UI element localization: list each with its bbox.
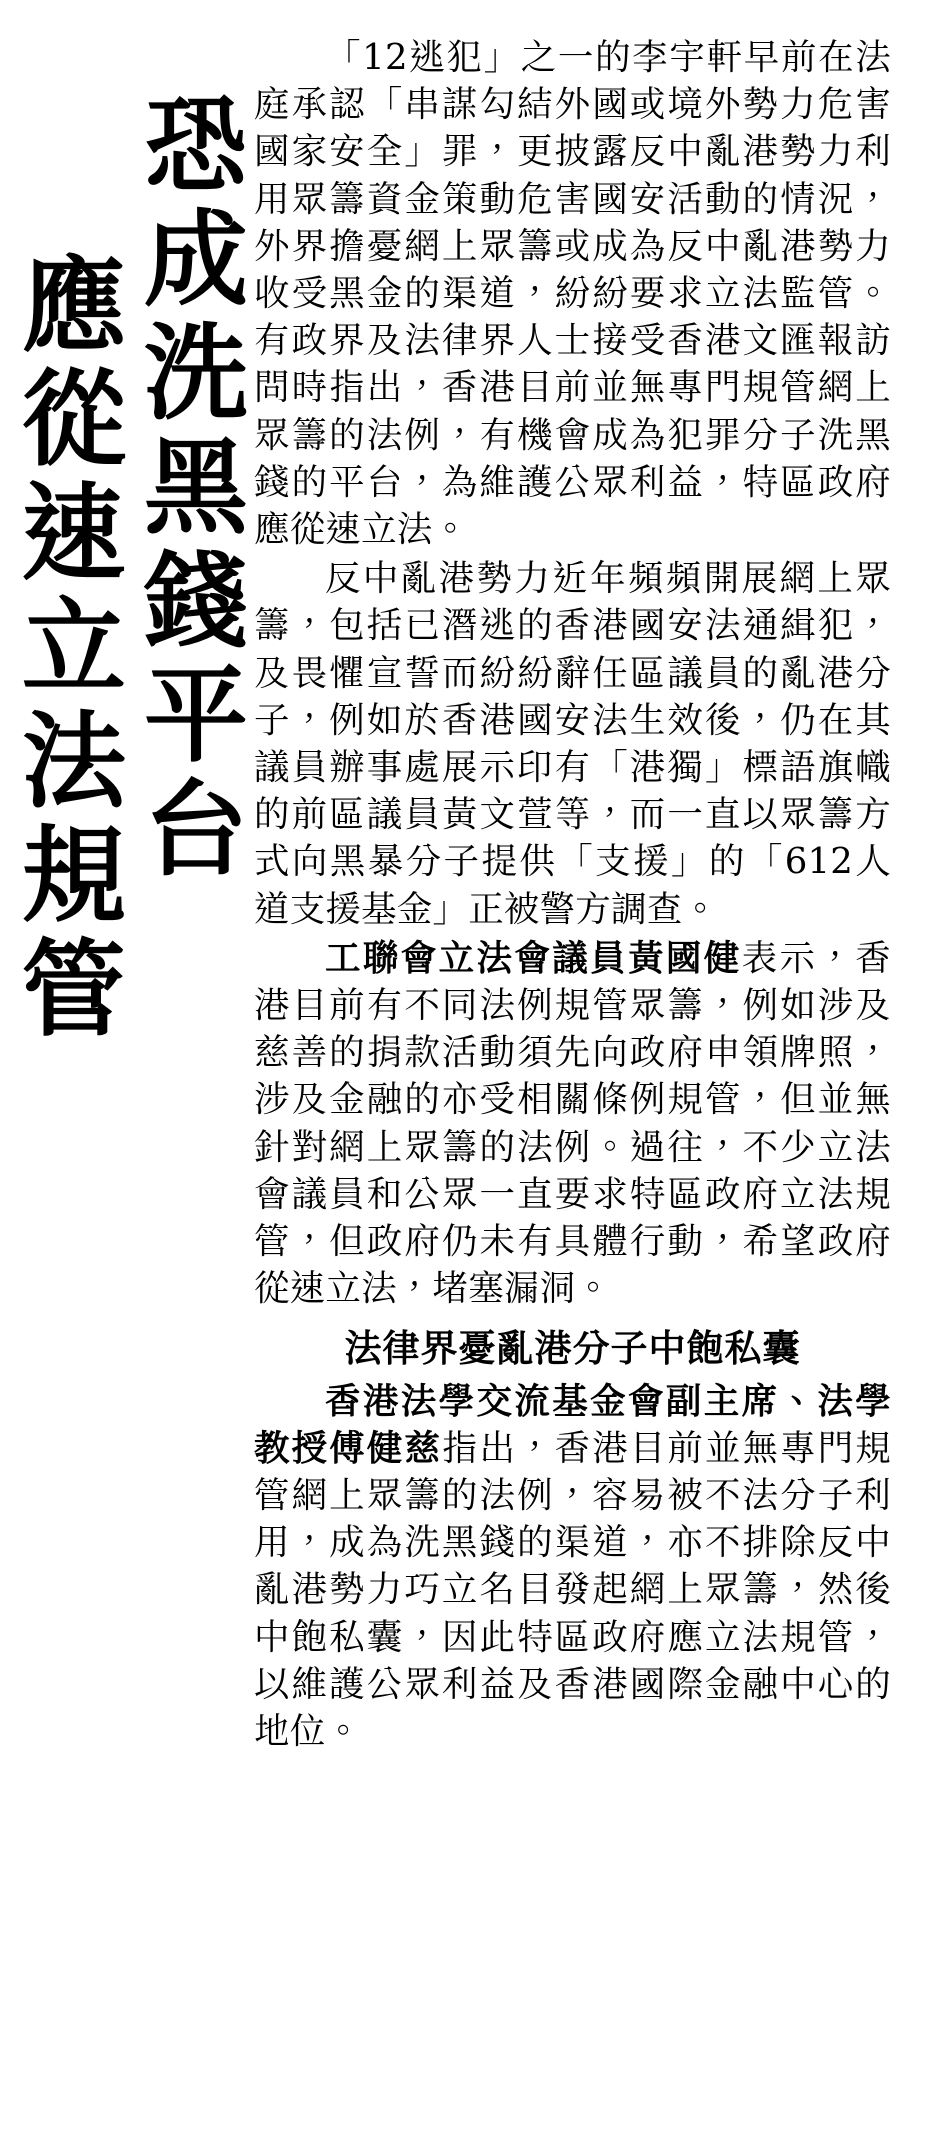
paragraph-4-lead: 香港法學交流基金會副主席、法學教授傅健慈 <box>254 1380 891 1469</box>
paragraph-2-text: 反中亂港勢力近年頻頻開展網上眾籌，包括已潛逃的香港國安法通緝犯，及畏懼宣誓而紛紛辭任區議員的亂港分子，例如於香港國安法生效後，仍在其議員辦事處展示印有「港獨」標語旗幟的前區議員黃文萱等，而一直以眾籌方式向黑暴分子提供「支援」的「612人道支援基金」正被警方調查。 <box>254 558 891 930</box>
article-paragraph-3 <box>254 935 891 1313</box>
article-paragraph-1 <box>254 34 891 553</box>
headline-line-2: 應從速立法規管 <box>3 250 126 1048</box>
paragraph-1-text: 「12逃犯」之一的李宇軒早前在法庭承認「串謀勾結外國或境外勢力危害國家安全」罪，更披露反中亂港勢力利用眾籌資金策動危害國安活動的情況，外界擔憂網上眾籌或成為反中亂港勢力收受黑金的渠道，紛紛要求立法監管。有政界及法律界人士接受香港文匯報訪問時指出，香港目前並無專門規管網上眾籌的法例，有機會成為犯罪分子洗黑錢的平台，為維護公眾利益，特區政府應從速立法。 <box>254 37 891 551</box>
headline-column <box>3 34 248 1994</box>
paragraph-3-text: 表示，香港目前有不同法例規管眾籌，例如涉及慈善的捐款活動須先向政府申領牌照，涉及金融的亦受相關條例規管，但並無針對網上眾籌的法例。過往，不少立法會議員和公眾一直要求特區政府立法規管，但政府仍未有具體行動，希望政府從速立法，堵塞漏洞。 <box>254 937 891 1310</box>
article-paragraph-2 <box>254 555 891 933</box>
article-body-column <box>240 34 895 1755</box>
article-subheading: 法律界憂亂港分子中飽私囊 <box>344 1327 801 1371</box>
headline-line-1: 恐成洗黑錢平台 <box>126 90 248 888</box>
paragraph-3-lead: 工聯會立法會議員黃國健 <box>325 937 742 979</box>
paragraph-4-text: 指出，香港目前並無專門規管網上眾籌的法例，容易被不法分子利用，成為洗黑錢的渠道，亦不排除反中亂港勢力巧立名目發起網上眾籌，然後中飽私囊，因此特區政府應立法規管，以維護公眾利益及香港國際金融中心的地位。 <box>254 1427 891 1753</box>
article-paragraph-4 <box>254 1378 891 1756</box>
